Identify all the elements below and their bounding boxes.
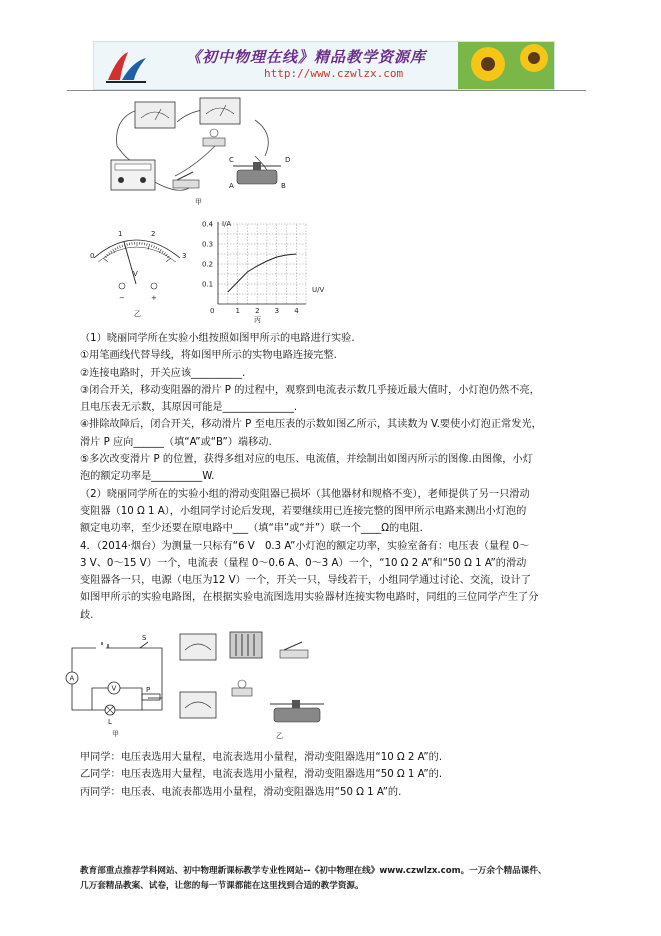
header-title: 《初中物理在线》精品教学资源库 xyxy=(186,48,427,66)
footer-line: 教育部重点推荐学科网站、初中物理新课标教学专业性网站--《初中物理在线》www.czwlzx.com。一万余个精品课件、 xyxy=(80,866,547,876)
symbol-label-v: V xyxy=(111,684,117,693)
dial-tick xyxy=(103,258,108,262)
graph-y-tick-label: 0.3 xyxy=(202,240,214,249)
figure-label-jia-bottom: 甲 xyxy=(112,730,119,738)
graph-xlabel: U/V xyxy=(312,286,325,294)
dial-tick xyxy=(115,248,116,250)
body-line: ②连接电路时，开关应该__________. xyxy=(80,367,246,379)
figure-voltmeter-dial xyxy=(84,224,194,320)
graph-y-tick-label: 0.4 xyxy=(202,220,214,229)
body-line: 4．（2014·烟台）为测量一只标有“6 V 0.3 A”小灯泡的额定功率，实验室备有：电压表（量程 0～ xyxy=(80,540,530,552)
terminal-label-negative: − xyxy=(119,294,125,302)
dial-tick xyxy=(127,243,128,245)
ammeter-photo-icon xyxy=(180,634,216,660)
rheostat-photo-icon xyxy=(270,700,324,722)
positive-terminal-icon xyxy=(151,283,157,289)
graph-x-tick-label: 1 xyxy=(235,307,241,315)
dial-tick-label-2: 2 xyxy=(151,230,156,238)
figure-iu-graph xyxy=(196,214,336,324)
graph-y-ticks xyxy=(202,221,214,289)
negative-terminal-icon xyxy=(119,283,125,289)
header-rule xyxy=(67,90,586,91)
symbol-label-a: A xyxy=(69,674,75,683)
dial-tick xyxy=(119,246,120,248)
dial-tick xyxy=(154,246,155,248)
battery-pack-icon xyxy=(230,632,262,658)
body-line: 如图甲所示的实验电路图，在根据实验电流图选用实验器材连接实物电路时，同组的三位同学产生了分 xyxy=(80,592,539,604)
body-line: ③闭合开关，移动变阻器的滑片 P 的过程中，观察到电流表示数几乎接近最大值时，小灯泡仍然不亮， xyxy=(80,384,540,396)
footer xyxy=(80,864,590,894)
body-line: 泡的额定功率是__________W. xyxy=(80,471,215,483)
header-url: http://www.czwlzx.com xyxy=(264,67,404,80)
dial-tick xyxy=(147,243,148,245)
switch-icon xyxy=(173,172,199,188)
opinion-line: 乙同学：电压表选用大量程，电流表选用小量程，滑动变阻器选用“50 Ω 1 A”的. xyxy=(80,769,443,781)
dial-tick xyxy=(166,258,171,262)
terminal-label-positive: + xyxy=(151,294,157,302)
dial-unit: V xyxy=(133,270,138,278)
dial-tick xyxy=(164,252,166,254)
student-opinions xyxy=(80,749,588,801)
dial-tick-label-1: 1 xyxy=(118,230,123,238)
rheostat-icon xyxy=(233,162,281,184)
figure-label-jia-top: 甲 xyxy=(195,198,202,206)
dial-tick xyxy=(111,251,113,253)
graph-x-tick-label: 3 xyxy=(274,307,280,315)
bulb-holder-icon xyxy=(203,129,225,146)
body-line: 且电压表无示数，其原因可能是______________. xyxy=(80,402,298,414)
body-line: 额定电功率，至少还要在原电路中___（填“串”或“并”）联一个____Ω的电阻. xyxy=(80,523,423,535)
sunflower-image xyxy=(458,42,554,89)
symbol-label-l: L xyxy=(108,718,112,726)
power-supply-icon xyxy=(111,160,155,190)
figure-label-yi: 乙 xyxy=(134,310,141,318)
graph-x-ticks xyxy=(210,307,299,315)
body-line: （1）晓丽同学所在实验小组按照如图甲所示的电路进行实验. xyxy=(80,333,355,344)
voltmeter-photo-icon xyxy=(180,692,216,718)
bulb-photo-icon xyxy=(232,680,252,696)
body-line: 歧. xyxy=(80,609,94,621)
rheostat-label-d: D xyxy=(285,156,291,164)
dial-tick xyxy=(109,252,111,254)
switch-photo-icon xyxy=(280,642,308,658)
graph-ylabel: I/A xyxy=(222,220,232,228)
voltmeter-icon xyxy=(135,102,175,128)
figure-equipment-photo xyxy=(176,626,336,746)
figure-physical-circuit xyxy=(105,96,320,216)
body-line: 3 V、0～15 V）一个，电流表（量程 0～0.6 A、0～3 A）一个，“10 Ω 2 A”和“50 Ω 1 A”的滑动 xyxy=(80,557,527,569)
opinion-line: 丙同学：电压表、电流表都选用小量程，滑动变阻器选用“50 Ω 1 A”的. xyxy=(80,786,402,798)
dial-tick xyxy=(162,251,164,253)
dial-tick xyxy=(151,245,152,247)
dial-tick-label-3: 3 xyxy=(182,252,187,260)
rheostat-label-b: B xyxy=(281,182,286,190)
dial-tick xyxy=(156,247,157,249)
dial-tick-label-0: 0 xyxy=(90,252,95,260)
figure-label-yi-bottom: 乙 xyxy=(276,732,283,740)
header-banner xyxy=(93,41,555,90)
ammeter-icon xyxy=(200,98,240,124)
figure-label-bing: 丙 xyxy=(254,316,261,324)
site-logo-icon xyxy=(102,46,150,86)
figure-circuit-diagram xyxy=(62,628,182,738)
dial-tick xyxy=(158,248,159,250)
dial-tick xyxy=(117,247,118,249)
opinion-line: 甲同学：电压表选用大量程，电流表选用小量程，滑动变阻器选用“10 Ω 2 A”的. xyxy=(80,752,443,763)
rheostat-label-a: A xyxy=(229,182,234,190)
footer-line: 几万套精品教案、试卷，让您的每一节课都能在这里找到合适的教学资源。 xyxy=(80,881,364,891)
question-body xyxy=(80,330,588,624)
body-line: 变阻器（10 Ω 1 A），小组同学讨论后发现，若要继续用已连接完整的图甲所示电路来测出小灯泡的 xyxy=(80,505,527,517)
graph-x-tick-label: 2 xyxy=(255,307,260,315)
body-line: ④排除故障后，闭合开关，移动滑片 P 至电压表的示数如图乙所示，其读数为 V.要使小灯泡正常发光， xyxy=(80,419,542,431)
body-line: ①用笔画线代替导线，将如图甲所示的实物电路连接完整. xyxy=(80,350,337,362)
graph-curve xyxy=(228,254,296,292)
rheostat-label-c: C xyxy=(229,156,234,164)
body-line: 变阻器各一只，电源（电压为12 V）一个，开关一只，导线若干，小组同学通过讨论、交流，设计了 xyxy=(80,575,532,587)
body-line: ⑤多次改变滑片 P 的位置，获得多组对应的电压、电流值，并绘制出如图丙所示的图像.由图像，小灯 xyxy=(80,454,533,466)
dial-tick xyxy=(159,249,161,252)
symbol-label-p: P xyxy=(146,686,151,694)
dial-tick xyxy=(122,245,123,247)
body-line: 滑片 P 应向______（填“A”或“B”）端移动. xyxy=(80,436,272,448)
graph-x-tick-label: 0 xyxy=(210,307,215,315)
graph-x-tick-label: 4 xyxy=(294,307,299,315)
body-line: （2）晓丽同学所在的实验小组的滑动变阻器已损坏（其他器材和规格不变），老师提供了另一只滑动 xyxy=(80,488,530,500)
graph-y-tick-label: 0.1 xyxy=(202,280,214,289)
graph-y-tick-label: 0.2 xyxy=(202,260,214,269)
symbol-label-s: S xyxy=(142,634,147,642)
